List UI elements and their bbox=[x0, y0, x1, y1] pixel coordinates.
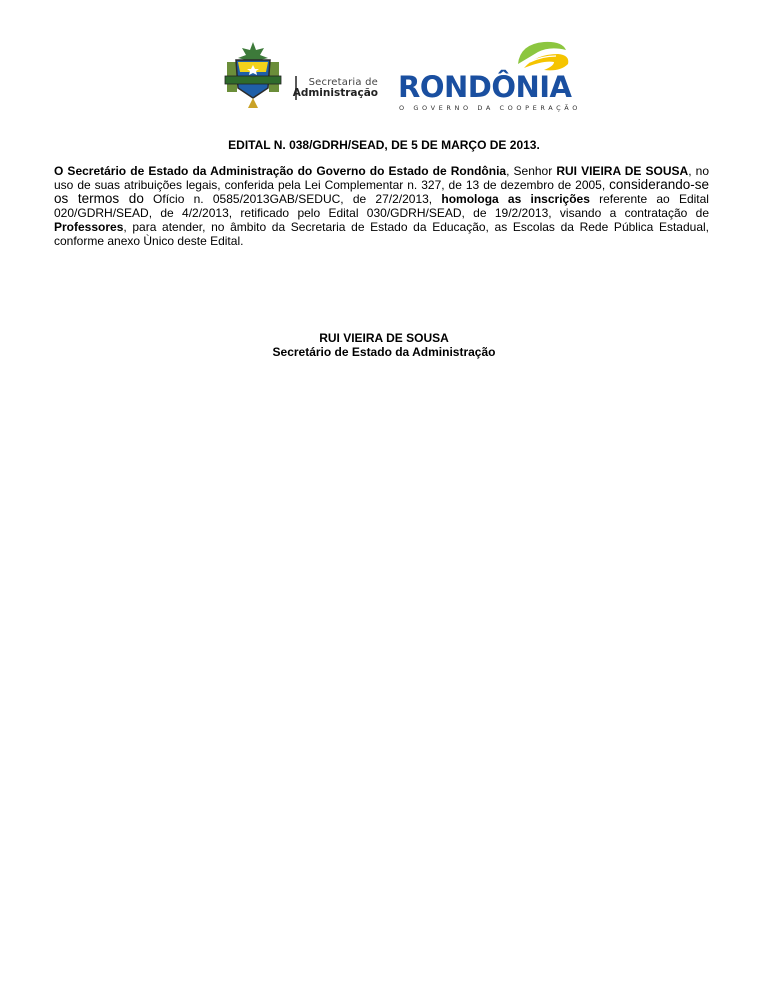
page-header bbox=[222, 38, 582, 112]
body-text-1: , Senhor bbox=[506, 164, 557, 178]
secretaria-label bbox=[288, 78, 378, 98]
body-text-4: referente ao Edital 020/GDRH/SEAD, de 4/2/2013, retificado pelo Edital 030/GDRH/SEAD, de 19/2/2013, visando a contratação de bbox=[54, 192, 709, 220]
body-text-3: Ofício n. 0585/2013GAB/SEDUC, de 27/2/2013, bbox=[143, 192, 442, 206]
body-text-2: , no uso de suas atribuições legais, conferida pela Lei Complementar n. 327, de 13 de dezembro de 2005, bbox=[54, 164, 710, 192]
signature-role: Secretário de Estado da Administração bbox=[272, 345, 496, 359]
body-authority: O Secretário de Estado da Administração do Governo do Estado de Rondônia bbox=[54, 164, 507, 178]
rondonia-swirl-icon bbox=[510, 38, 574, 74]
rondonia-name: RONDÔNIA bbox=[398, 70, 572, 104]
body-homologa: homologa as inscrições bbox=[441, 192, 590, 206]
edital-title: EDITAL N. 038/GDRH/SEAD, DE 5 DE MARÇO DE 2013. bbox=[228, 138, 540, 152]
edital-body bbox=[54, 164, 709, 248]
body-name: RUI VIEIRA DE SOUSA bbox=[556, 164, 689, 178]
signature-name: RUI VIEIRA DE SOUSA bbox=[319, 331, 449, 345]
body-text-5: , para atender, no âmbito da Secretaria de Estado da Educação, as Escolas da Rede Pública Estadual, conforme anexo Ùnico deste Edital. bbox=[54, 220, 709, 248]
signature-block bbox=[0, 331, 768, 359]
body-considering: considerando-se os termos do bbox=[54, 177, 709, 206]
body-professores: Professores bbox=[54, 220, 124, 234]
secretaria-line1: Secretaria de bbox=[308, 77, 378, 88]
rondonia-slogan: O GOVERNO DA COOPERAÇÃO bbox=[399, 104, 581, 112]
rondonia-logo bbox=[398, 38, 582, 112]
coat-of-arms-icon bbox=[222, 40, 284, 110]
secretaria-line2: Administração bbox=[292, 87, 378, 99]
